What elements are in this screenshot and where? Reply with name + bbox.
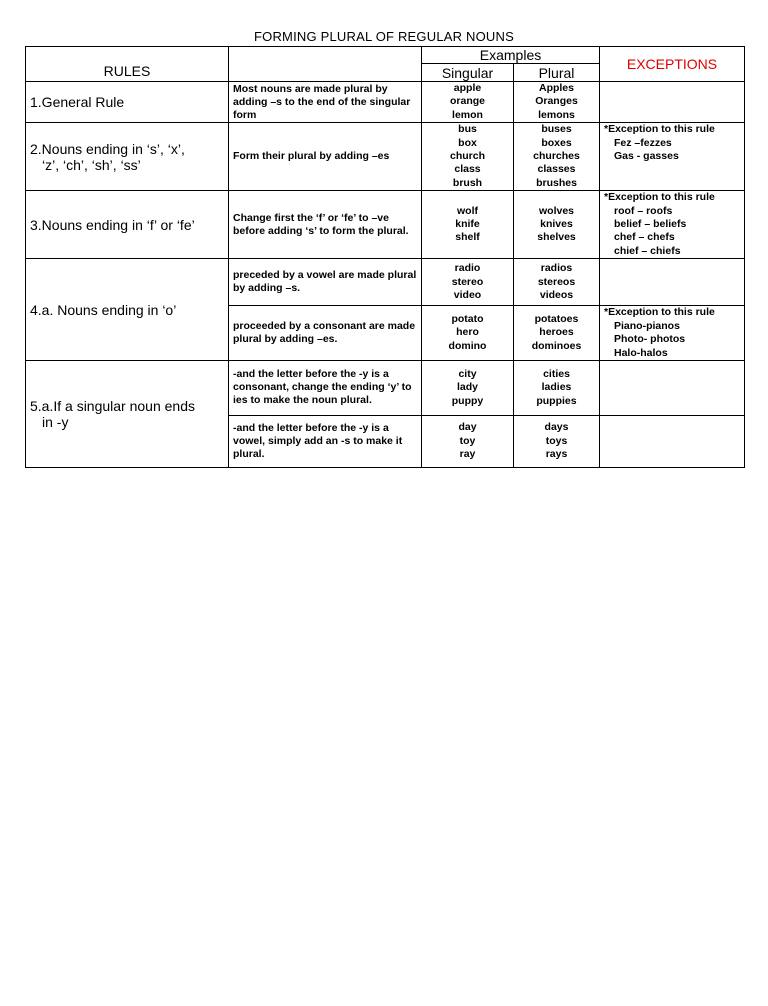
plural-examples bbox=[514, 82, 600, 123]
page-title: FORMING PLURAL OF REGULAR NOUNS bbox=[254, 29, 514, 44]
table-row bbox=[26, 123, 745, 191]
exception-item: chief – chiefs bbox=[614, 244, 681, 257]
rule-name bbox=[26, 123, 229, 191]
exception-heading: *Exception to this rule bbox=[604, 123, 715, 136]
plural-examples bbox=[514, 306, 600, 361]
rule-name-line: 5.a.If a singular noun ends bbox=[30, 397, 196, 414]
example-word: days bbox=[544, 421, 569, 434]
example-word: shelves bbox=[537, 231, 576, 244]
exception-cell bbox=[600, 191, 745, 259]
table-row bbox=[26, 82, 745, 123]
example-word: churches bbox=[533, 150, 580, 163]
example-word: potato bbox=[451, 312, 484, 325]
rule-name: 1.General Rule bbox=[26, 82, 229, 123]
example-word: knife bbox=[455, 218, 480, 231]
example-word: domino bbox=[448, 339, 487, 352]
example-word: hero bbox=[456, 326, 479, 339]
exception-cell bbox=[600, 82, 745, 123]
exception-item: Fez –fezzes bbox=[614, 136, 672, 149]
plural-header: Plural bbox=[514, 64, 600, 82]
singular-examples bbox=[422, 123, 514, 191]
example-word: lemon bbox=[452, 108, 483, 121]
singular-examples bbox=[422, 306, 514, 361]
exception-cell bbox=[600, 415, 745, 467]
example-word: cities bbox=[543, 367, 570, 380]
example-word: lady bbox=[456, 381, 478, 394]
rule-name: 4.a. Nouns ending in ‘o’ bbox=[26, 259, 229, 361]
example-word: video bbox=[453, 288, 482, 301]
singular-examples bbox=[422, 360, 514, 415]
example-word: city bbox=[458, 367, 477, 380]
exception-item: Photo- photos bbox=[614, 333, 686, 346]
example-word: bus bbox=[458, 123, 477, 136]
example-word: apple bbox=[453, 82, 482, 94]
description-header-cell bbox=[229, 47, 422, 82]
example-word: brushes bbox=[536, 176, 577, 189]
exception-heading: *Exception to this rule bbox=[604, 191, 715, 204]
example-word: box bbox=[458, 136, 477, 149]
exception-item: Piano-pianos bbox=[614, 319, 680, 332]
rule-description: proceeded by a consonant are made plural by adding –es. bbox=[229, 306, 422, 361]
exception-cell bbox=[600, 123, 745, 191]
example-word: dominoes bbox=[531, 339, 582, 352]
example-word: toys bbox=[545, 434, 568, 447]
example-word: wolves bbox=[538, 204, 575, 217]
example-word: radio bbox=[454, 262, 481, 275]
rule-name bbox=[26, 360, 229, 467]
example-word: church bbox=[449, 150, 485, 163]
table-row bbox=[26, 191, 745, 259]
plural-examples bbox=[514, 123, 600, 191]
example-word: Apples bbox=[538, 82, 574, 94]
example-word: boxes bbox=[541, 136, 572, 149]
exception-cell bbox=[600, 306, 745, 361]
exception-item: belief – beliefs bbox=[614, 218, 687, 231]
singular-examples bbox=[422, 82, 514, 123]
rule-name-line: in -y bbox=[42, 413, 69, 430]
singular-examples bbox=[422, 259, 514, 306]
exception-item: Halo-halos bbox=[614, 346, 668, 359]
rule-description: -and the letter before the -y is a consonant, change the ending ‘y’ to ies to make the noun plural. bbox=[229, 360, 422, 415]
exception-item: chef – chefs bbox=[614, 231, 675, 244]
table-row bbox=[26, 259, 745, 306]
plural-rules-table bbox=[25, 46, 745, 468]
exception-cell bbox=[600, 360, 745, 415]
example-word: videos bbox=[539, 288, 574, 301]
example-word: puppies bbox=[536, 394, 577, 407]
table-row bbox=[26, 360, 745, 415]
example-word: day bbox=[458, 421, 477, 434]
example-word: orange bbox=[449, 95, 485, 108]
rules-header: RULES bbox=[26, 47, 229, 82]
example-word: wolf bbox=[457, 204, 478, 217]
example-word: ladies bbox=[541, 381, 572, 394]
examples-header: Examples bbox=[422, 47, 600, 64]
plural-examples bbox=[514, 415, 600, 467]
example-word: lemons bbox=[538, 108, 575, 121]
example-word: brush bbox=[452, 176, 483, 189]
rule-name: 3.Nouns ending in ‘f’ or ‘fe’ bbox=[26, 191, 229, 259]
rule-description: Form their plural by adding –es bbox=[229, 123, 422, 191]
plural-examples bbox=[514, 360, 600, 415]
rule-description: -and the letter before the -y is a vowel, simply add an -s to make it plural. bbox=[229, 415, 422, 467]
example-word: shelf bbox=[455, 231, 480, 244]
example-word: Oranges bbox=[535, 95, 578, 108]
singular-examples bbox=[422, 191, 514, 259]
example-word: potatoes bbox=[534, 312, 579, 325]
example-word: puppy bbox=[451, 394, 484, 407]
exception-heading: *Exception to this rule bbox=[604, 306, 715, 319]
example-word: heroes bbox=[539, 326, 574, 339]
example-word: stereo bbox=[451, 275, 484, 288]
example-word: class bbox=[454, 163, 481, 176]
example-word: knives bbox=[540, 218, 573, 231]
exception-item: roof – roofs bbox=[614, 204, 673, 217]
exception-cell bbox=[600, 259, 745, 306]
rule-description: preceded by a vowel are made plural by adding –s. bbox=[229, 259, 422, 306]
plural-examples bbox=[514, 191, 600, 259]
example-word: classes bbox=[537, 163, 576, 176]
rule-description: Change first the ‘f’ or ‘fe’ to –ve before adding ‘s’ to form the plural. bbox=[229, 191, 422, 259]
example-word: stereos bbox=[537, 275, 576, 288]
singular-examples bbox=[422, 415, 514, 467]
example-word: toy bbox=[459, 434, 476, 447]
example-word: buses bbox=[541, 123, 572, 136]
example-word: ray bbox=[459, 448, 476, 461]
rule-description: Most nouns are made plural by adding –s to the end of the singular form bbox=[229, 82, 422, 123]
singular-header: Singular bbox=[422, 64, 514, 82]
exception-item: Gas - gasses bbox=[614, 150, 679, 163]
exceptions-header: EXCEPTIONS bbox=[600, 47, 745, 82]
plural-examples bbox=[514, 259, 600, 306]
example-word: rays bbox=[545, 448, 568, 461]
example-word: radios bbox=[540, 262, 573, 275]
rule-name-line: 2.Nouns ending in ‘s’, ‘x’, bbox=[30, 140, 185, 157]
rule-name-line: ‘z’, ‘ch’, ‘sh’, ‘ss’ bbox=[42, 156, 141, 173]
